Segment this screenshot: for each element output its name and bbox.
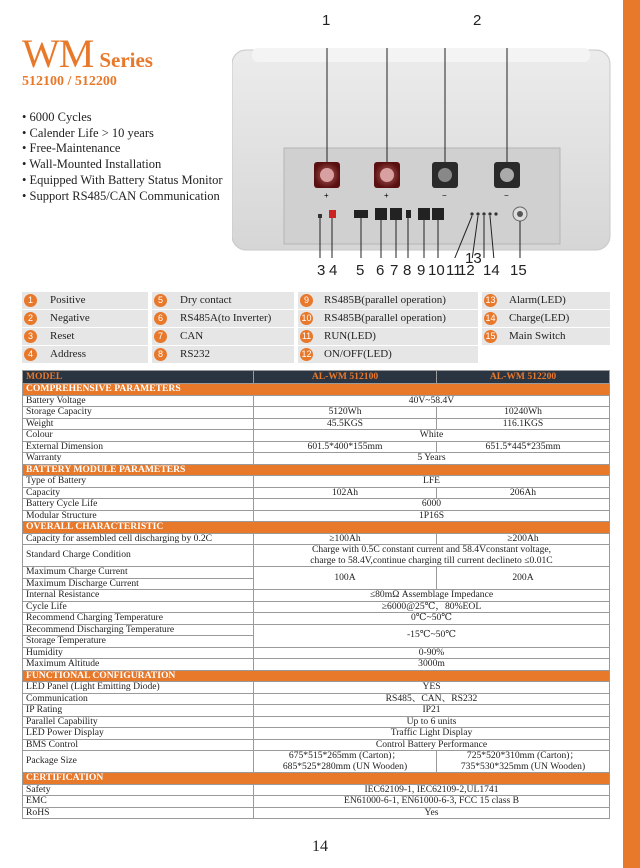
series-word: Series — [99, 48, 153, 72]
address-switch — [329, 210, 336, 218]
table-row: External Dimension 601.5*400*155mm 651.5*445*235mm — [23, 441, 610, 453]
legend-label: Charge(LED) — [509, 312, 570, 324]
port-legend — [22, 292, 610, 364]
table-row: Maximum Charge Current 100A 200A — [23, 567, 610, 579]
can-port — [390, 208, 402, 220]
minus-mark: − — [442, 191, 447, 200]
feature-item: • 6000 Cycles — [22, 110, 223, 126]
series-title — [22, 30, 153, 76]
table-row: Internal Resistance ≤80mΩ Assemblage Impedance — [23, 590, 610, 602]
rs232-port — [406, 210, 411, 218]
orange-edge-bar — [623, 0, 640, 868]
table-row: Capacity 102Ah 206Ah — [23, 487, 610, 499]
legend-number: 2 — [24, 312, 37, 325]
callout-8: 8 — [403, 262, 412, 279]
section-heading: FUNCTIONAL CONFIGURATION — [23, 670, 610, 682]
legend-number: 5 — [154, 294, 167, 307]
table-row: EMC EN61000-6-1, EN61000-6-3, FCC 15 class B — [23, 796, 610, 808]
section-heading: BATTERY MODULE PARAMETERS — [23, 464, 610, 476]
callout-10: 10 — [428, 262, 445, 279]
table-row: Recommend Discharging Temperature -15℃~50℃ — [23, 624, 610, 636]
section-heading: COMPREHENSIVE PARAMETERS — [23, 384, 610, 396]
callout-7: 7 — [390, 262, 399, 279]
rs485a-port — [375, 208, 387, 220]
battery-top-edge — [252, 48, 590, 62]
callout-15: 15 — [510, 262, 527, 279]
table-row: Package Size 675*515*265mm (Carton)； 685*525*280mm (UN Wooden) 725*520*310mm (Carton)； 735*530*325mm (UN Wooden) — [23, 751, 610, 773]
table-row: Maximum Altitude 3000m — [23, 659, 610, 671]
callout-11: 11 — [446, 262, 462, 279]
feature-item: • Support RS485/CAN Communication — [22, 189, 223, 205]
battery-product-image — [232, 48, 612, 258]
legend-number: 13 — [485, 295, 496, 305]
callout-2: 2 — [473, 12, 482, 29]
legend-number: 8 — [154, 348, 167, 361]
callout-12: 12 — [458, 262, 475, 279]
legend-label: Dry contact — [180, 294, 232, 306]
callout-14: 14 — [483, 262, 500, 279]
spec-table — [22, 370, 610, 819]
reset-button — [318, 214, 322, 218]
legend-number: 11 — [301, 331, 312, 341]
minus-mark: − — [504, 191, 509, 200]
model-numbers: 512100 / 512200 — [22, 74, 117, 89]
legend-label: RS232 — [180, 348, 210, 360]
led-indicator — [494, 212, 497, 215]
legend-number: 7 — [154, 330, 167, 343]
legend-number: 1 — [24, 294, 37, 307]
feature-list — [22, 110, 223, 204]
legend-number: 9 — [300, 294, 313, 307]
callout-1: 1 — [322, 12, 331, 29]
header-model-1: AL-WM 512100 — [254, 371, 437, 384]
table-row: Standard Charge Condition Charge with 0.5C constant current and 58.4Vconstant voltage, charge to 58.4V,continue charging till current declineto ≤0.01C — [23, 545, 610, 567]
legend-number: 10 — [301, 313, 312, 323]
series-logo-wm: WM — [22, 31, 94, 76]
legend-label: RS485B(parallel operation) — [324, 312, 446, 324]
callout-13: 13 — [465, 250, 482, 267]
table-row: Warranty 5 Years — [23, 453, 610, 465]
header-model-2: AL-WM 512200 — [437, 371, 610, 384]
feature-item: • Calender Life > 10 years — [22, 126, 223, 142]
table-row: Battery Cycle Life 6000 — [23, 499, 610, 511]
table-row: Safety IEC62109-1, IEC62109-2,UL1741 — [23, 784, 610, 796]
table-row: BMS Control Control Battery Performance — [23, 739, 610, 751]
table-row: RoHS Yes — [23, 807, 610, 819]
table-row: Colour White — [23, 430, 610, 442]
table-row: Communication RS485、CAN、RS232 — [23, 693, 610, 705]
feature-item: • Wall-Mounted Installation — [22, 157, 223, 173]
table-row: Storage Temperature — [23, 636, 610, 648]
table-row: Maximum Discharge Current — [23, 578, 610, 590]
legend-label: RS485B(parallel operation) — [324, 294, 446, 306]
legend-number: 6 — [154, 312, 167, 325]
callout-6: 6 — [376, 262, 385, 279]
plus-mark: + — [384, 191, 389, 200]
table-header-row — [23, 371, 610, 384]
table-row: Humidity 0-90% — [23, 647, 610, 659]
legend-label: RS485A(to Inverter) — [180, 312, 272, 324]
section-heading: CERTIFICATION — [23, 773, 610, 785]
feature-item: • Equipped With Battery Status Monitor — [22, 173, 223, 189]
rs485b-port-2 — [432, 208, 444, 220]
rs485b-port-1 — [418, 208, 430, 220]
table-row: Storage Capacity 5120Wh 10240Wh — [23, 407, 610, 419]
legend-label: Address — [50, 348, 87, 360]
callout-5: 5 — [356, 262, 365, 279]
led-indicator — [482, 212, 485, 215]
led-indicator — [488, 212, 491, 215]
feature-item: • Free-Maintenance — [22, 141, 223, 157]
callout-3: 3 — [317, 262, 326, 279]
table-row: Type of Battery LFE — [23, 476, 610, 488]
legend-label: Positive — [50, 294, 86, 306]
page-number: 14 — [312, 838, 328, 855]
legend-number: 4 — [24, 348, 37, 361]
legend-label: CAN — [180, 330, 204, 342]
section-heading: OVERALL CHARACTERISTIC — [23, 522, 610, 534]
table-row: Recommend Charging Temperature 0℃~50℃ — [23, 613, 610, 625]
table-row: LED Power Display Traffic Light Display — [23, 728, 610, 740]
legend-label: Alarm(LED) — [509, 294, 566, 306]
table-row: Battery Voltage 40V~58.4V — [23, 395, 610, 407]
table-row: Capacity for assembled cell discharging by 0.2C ≥100Ah ≥200Ah — [23, 533, 610, 545]
legend-label: Negative — [50, 312, 90, 324]
legend-label: Reset — [50, 330, 75, 342]
legend-number: 3 — [24, 330, 37, 343]
led-indicator — [470, 212, 473, 215]
table-row: Weight 45.5KGS 116.1KGS — [23, 418, 610, 430]
table-row: Modular Structure 1P16S — [23, 510, 610, 522]
plus-mark: + — [324, 191, 329, 200]
legend-number: 12 — [301, 349, 312, 359]
legend-label: Main Switch — [509, 330, 566, 342]
table-row: Cycle Life ≥6000@25℃，80%EOL — [23, 601, 610, 613]
legend-number: 14 — [485, 313, 496, 323]
header-model: MODEL — [23, 371, 254, 384]
table-row: IP Rating IP21 — [23, 705, 610, 717]
dry-contact-port — [354, 210, 368, 218]
legend-label: ON/OFF(LED) — [324, 348, 392, 360]
callout-4: 4 — [329, 262, 338, 279]
legend-number: 15 — [485, 331, 496, 341]
led-indicator — [476, 212, 479, 215]
legend-label: RUN(LED) — [324, 330, 376, 342]
callout-9: 9 — [417, 262, 426, 279]
table-row: Parallel Capability Up to 6 units — [23, 716, 610, 728]
table-row: LED Panel (Light Emitting Diode) YES — [23, 682, 610, 694]
